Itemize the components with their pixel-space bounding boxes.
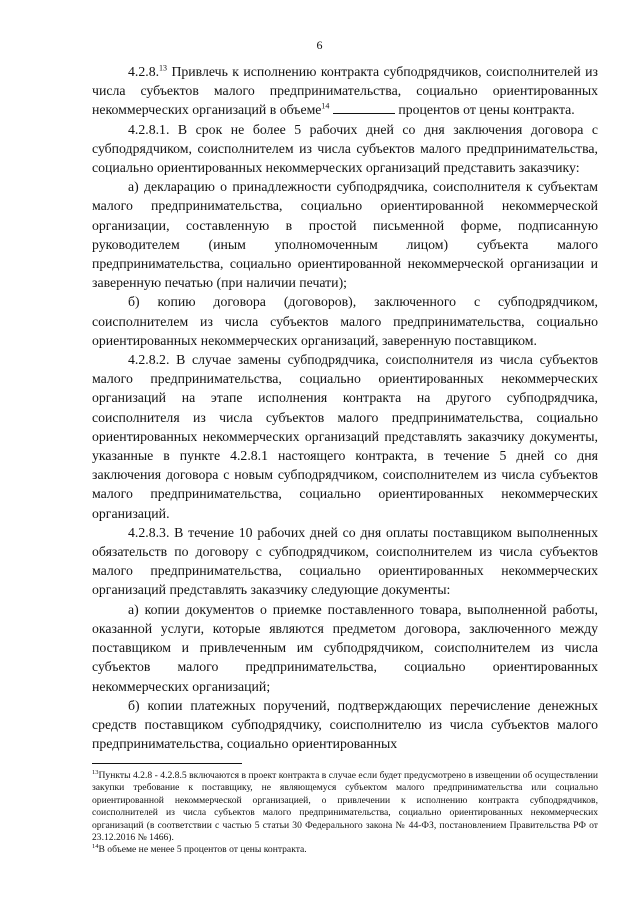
clause-4-2-8	[92, 62, 598, 120]
footnote-14	[92, 844, 598, 856]
clause-4-2-8-3-intro: 4.2.8.3. В течение 10 рабочих дней со дня оплаты поставщиком выполненных обязательств по договору с субподрядчиком, соисполнителем из числа субъектов малого предпринимательства, социально ориентированных некоммерческих организаций представлять заказчику следующие документы:	[92, 524, 598, 598]
footnote-ref: 13	[159, 63, 168, 73]
clause-4-2-8-1-intro: 4.2.8.1. В срок не более 5 рабочих дней со дня заключения договора с субподрядчиком, соисполнителем из числа субъектов малого предпринимательства, социально ориентированных некоммерческих организаций представить заказчику:	[92, 121, 598, 176]
footnote-text: В объеме не менее 5 процентов от цены контракта.	[98, 844, 307, 856]
footnote-13	[92, 770, 598, 844]
footnotes	[92, 770, 598, 857]
footnote-text: Пункты 4.2.8 - 4.2.8.5 включаются в проект контракта в случае если будет предусмотрено в извещении об осуществлении закупки требование к поставщику, не являющемуся субъектом малого предпринимательства или социально ориентированной некоммерческой организацией, о привлечении к исполнению контракта субподрядчиков, соисполнителей из числа субъектов малого предпринимательства, социально ориентированных некоммерческих организаций (в соответствии с частью 5 статьи 30 Федерального закона № 44-ФЗ, постановлением Правительства РФ от 23.12.2016 № 1466).	[92, 770, 598, 844]
footnote-ref: 14	[321, 101, 330, 111]
footnote-number: 14	[92, 843, 99, 851]
clause-4-2-8-1-item-b: б) копию договора (договоров), заключенного с субподрядчиком, соисполнителем из числа субъектов малого предпринимательства, социально ориентированных некоммерческих организаций, заверенную поставщиком.	[92, 294, 598, 348]
page-number: 6	[316, 38, 323, 52]
footnote-divider	[92, 763, 242, 764]
footnote-number: 13	[92, 768, 99, 776]
clause-number: 4.2.8.	[128, 64, 160, 79]
clause-4-2-8-1-item-a: а) декларацию о принадлежности субподрядчика, соисполнителя к субъектам малого предпринимательства, социально ориентированной некоммерческой организации, составленную в простой письменной форме, подписанную руководителем (иным уполномоченным лицом) субъекта малого предпринимательства, социально ориентированной некоммерческой организации и заверенную печатью (при наличии печати);	[92, 179, 598, 291]
clause-text: Привлечь к исполнению контракта субподрядчиков, соисполнителей из числа субъектов малого предпринимательства, социально ориентированных некоммерческих организаций в объеме	[92, 64, 598, 118]
clause-4-2-8-2: 4.2.8.2. В случае замены субподрядчика, соисполнителя из числа субъектов малого предпринимательства, социально ориентированных некоммерческих организаций на этапе исполнения контракта на другого субподрядчика, соисполнителя из числа субъектов малого предпринимательства, социально ориентированных некоммерческих организаций представлять заказчику документы, указанные в пункте 4.2.8.1 настоящего контракта, в течение 5 дней со дня заключения договора с новым субподрядчиком, соисполнителем из числа субъектов малого предпринимательства, социально ориентированных некоммерческих организаций.	[92, 352, 598, 521]
clause-text: процентов от цены контракта.	[398, 102, 575, 118]
volume-blank-field	[333, 101, 395, 114]
clause-4-2-8-3-item-b: б) копии платежных поручений, подтверждающих перечисление денежных средств поставщиком субподрядчику, соисполнителю из числа субъектов малого предпринимательства, социально ориентированных	[92, 697, 598, 752]
clause-4-2-8-3-item-a: а) копии документов о приемке поставленного товара, выполненной работы, оказанной услуги, которые являются предметом договора, заключенного между поставщиком и привлеченным им субподрядчиком, соисполнителем из числа субъектов малого предпринимательства, социально ориентированных некоммерческих организаций;	[92, 601, 598, 694]
document-body	[92, 62, 598, 753]
